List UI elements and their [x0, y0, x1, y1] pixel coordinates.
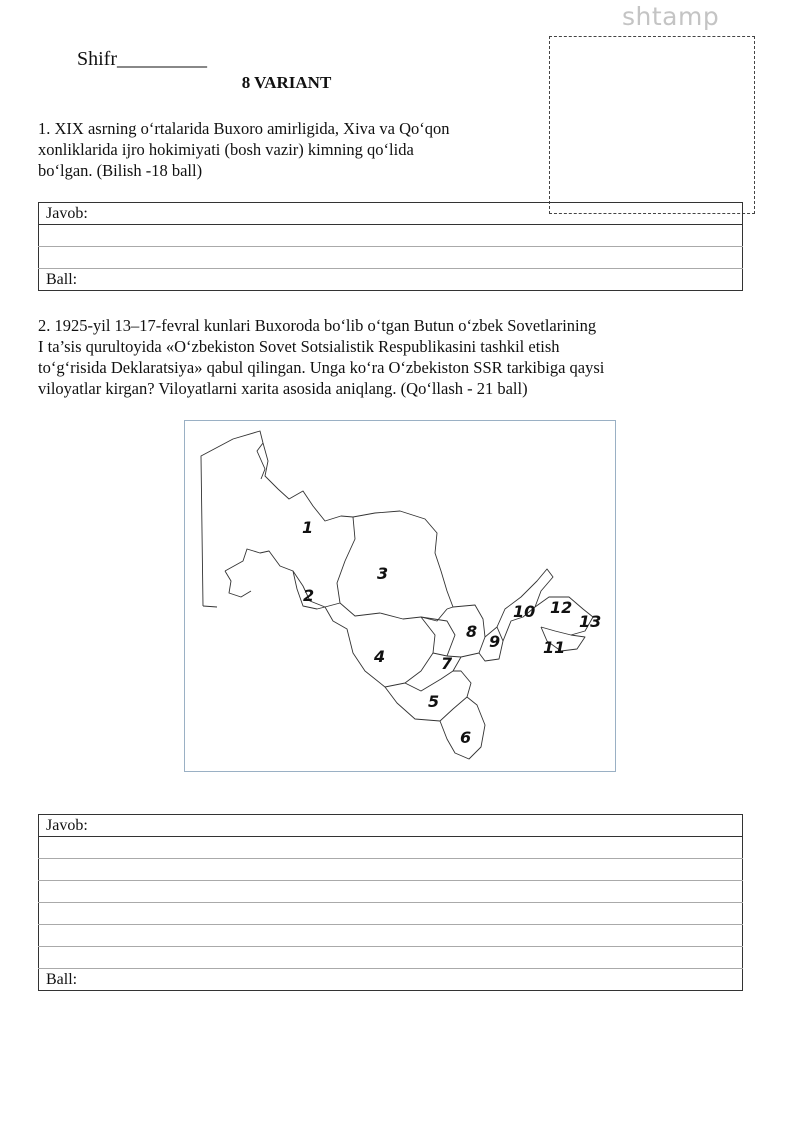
region-label: 13 [579, 612, 602, 631]
region-label: 6 [460, 728, 472, 747]
answer-1-line[interactable] [39, 247, 743, 269]
region-label: 11 [543, 638, 566, 657]
answer-2-line[interactable] [39, 903, 743, 925]
variant-title: 8 VARIANT [241, 73, 332, 92]
question-2-line-2: I ta’sis qurultoyida «O‘zbekiston Sovet Sotsialistik Respublikasini tashkil etish [38, 337, 560, 356]
question-2-line-4: viloyatlar kirgan? Viloyatlarni xarita asosida aniqlang. (Qo‘llash - 21 ball) [38, 379, 528, 398]
answer-1-line[interactable] [39, 225, 743, 247]
answer-2-line[interactable] [39, 837, 743, 859]
region-label: 1 [302, 518, 314, 537]
answer-1-label: Javob: [39, 203, 743, 225]
region-label: 2 [303, 586, 315, 605]
question-2-line-1: 2. 1925-yil 13–17-fevral kunlari Buxoroda bo‘lib o‘tgan Butun o‘zbek Sovetlarining [38, 316, 597, 335]
question-1-line-3: bo‘lgan. (Bilish -18 ball) [38, 161, 203, 180]
region-label: 7 [441, 654, 453, 673]
question-1-line-1: 1. XIX asrning o‘rtalarida Buxoro amirligida, Xiva va Qo‘qon [38, 119, 450, 138]
answer-2-line[interactable] [39, 925, 743, 947]
region-label: 8 [466, 622, 478, 641]
question-2-line-3: to‘g‘risida Deklaratsiya» qabul qilingan. Unga ko‘ra O‘zbekiston SSR tarkibiga qaysi [38, 358, 605, 377]
score-1-label: Ball: [39, 269, 743, 291]
map-svg [185, 421, 615, 771]
answer-table-1 [38, 202, 743, 291]
region-label: 5 [428, 692, 440, 711]
answer-2-label: Javob: [39, 815, 743, 837]
answer-2-line[interactable] [39, 881, 743, 903]
region-label: 3 [377, 564, 389, 583]
question-1-line-2: xonliklarida ijro hokimiyati (bosh vazir) kimning qo‘lida [38, 140, 414, 159]
stamp-label: shtamp [622, 2, 720, 31]
answer-table-2 [38, 814, 743, 991]
region-label: 12 [550, 598, 573, 617]
cipher-field: Shifr_________ [77, 48, 207, 70]
uzbekistan-map [184, 420, 616, 772]
answer-2-line[interactable] [39, 859, 743, 881]
question-2 [38, 315, 708, 399]
stamp-box [549, 36, 755, 214]
region-label: 9 [489, 632, 501, 651]
answer-2-line[interactable] [39, 947, 743, 969]
score-2-label: Ball: [39, 969, 743, 991]
question-1 [38, 118, 528, 181]
region-label: 10 [513, 602, 536, 621]
region-label: 4 [374, 647, 386, 666]
